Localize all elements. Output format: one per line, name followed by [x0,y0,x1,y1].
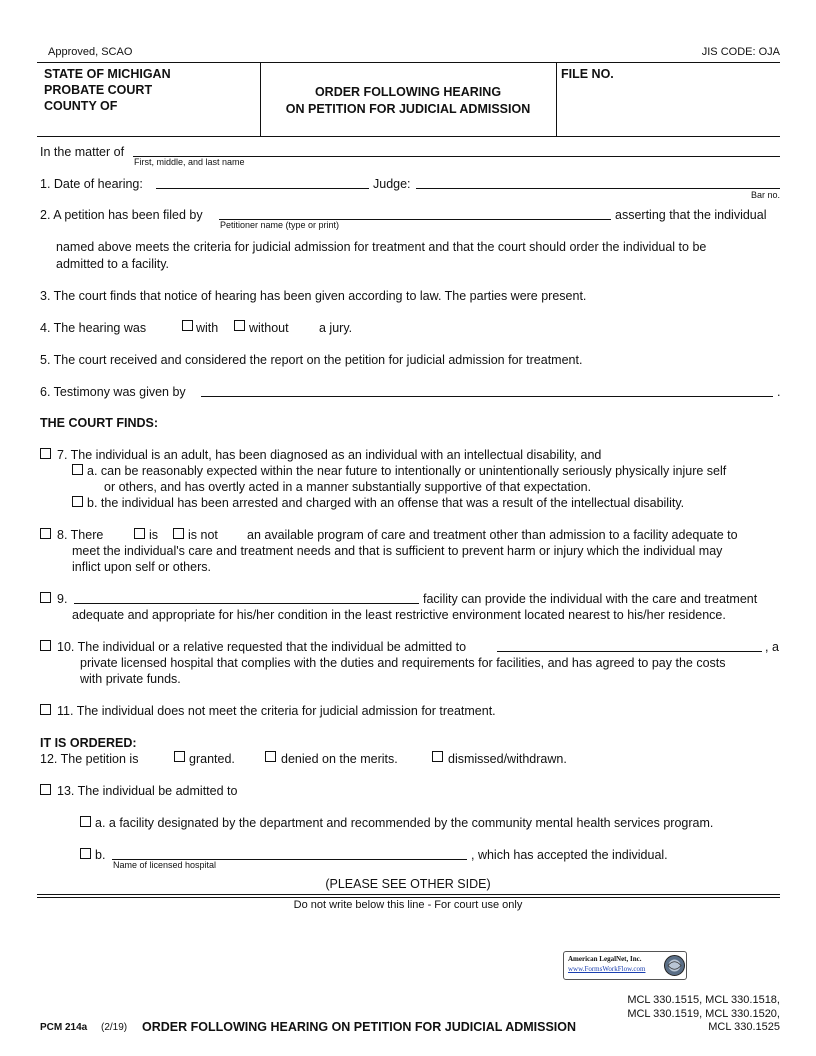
matter-label: In the matter of [40,145,125,159]
item8-checkbox[interactable] [40,528,51,539]
mcl-line-3: MCL 330.1525 [708,1021,780,1033]
judge-label: Judge: [373,177,411,191]
form-revision: (2/19) [101,1022,128,1033]
jis-code: JIS CODE: OJA [701,46,780,58]
form-number: PCM 214a [40,1022,88,1033]
header-top-rule [37,62,780,63]
judge-field[interactable] [416,188,780,189]
item11-checkbox[interactable] [40,704,51,715]
with-checkbox[interactable] [182,320,193,331]
item13b-label: b. [95,848,106,862]
item7-checkbox[interactable] [40,448,51,459]
item2-tail: asserting that the individual [615,208,767,222]
item8-rest: an available program of care and treatment other than admission to a facility adequate to [247,528,738,542]
logo-company: American LegalNet, Inc. [568,955,642,963]
without-checkbox[interactable] [234,320,245,331]
header-divider-2 [556,63,557,137]
item6-end: . [777,385,781,399]
item9-line2: adequate and appropriate for his/her condition in the least restrictive environment located nearest to his/her residence. [72,608,726,622]
court-line-1: STATE OF MICHIGAN [44,67,171,81]
legalnet-logo [563,951,687,980]
item8-line3: inflict upon self or others. [72,560,211,574]
hospital-field[interactable] [497,651,762,652]
with-label: with [196,321,219,335]
hearing-date-field[interactable] [156,188,369,189]
item3-text: 3. The court finds that notice of hearing has been given according to law. The parties were present. [40,289,587,303]
matter-sub: First, middle, and last name [134,157,245,167]
item8-line2: meet the individual's care and treatment needs and that is sufficient to prevent harm or injury which the individual may [72,544,723,558]
mcl-line-2: MCL 330.1519, MCL 330.1520, [627,1008,780,1020]
item9-tail: facility can provide the individual with the care and treatment [423,592,758,606]
see-other-side: (PLEASE SEE OTHER SIDE) [325,877,491,891]
footer-form-title: ORDER FOLLOWING HEARING ON PETITION FOR JUDICIAL ADMISSION [142,1020,577,1034]
header-bottom-rule [37,136,780,137]
mcl-line-1: MCL 330.1515, MCL 330.1518, [627,994,780,1006]
item13-label: 13. The individual be admitted to [57,784,238,798]
testimony-field[interactable] [201,396,773,397]
form-title-1: ORDER FOLLOWING HEARING [314,85,502,99]
item4-label: 4. The hearing was [40,321,147,335]
court-line-2: PROBATE COURT [44,83,153,97]
dismissed-checkbox[interactable] [432,751,443,762]
item12-label: 12. The petition is [40,752,139,766]
item7b-checkbox[interactable] [72,496,83,507]
is-not-label: is not [188,528,218,542]
court-finds-heading: THE COURT FINDS: [40,416,159,430]
item10-line2: private licensed hospital that complies with the duties and requirements for facilities, and has agreed to pay the costs [80,656,726,670]
item10-label: 10. The individual or a relative requested that the individual be admitted to [57,640,467,654]
item11-text: 11. The individual does not meet the criteria for judicial admission for treatment. [57,704,496,718]
item2-line2: named above meets the criteria for judicial admission for treatment and that the court should order the individual to be [56,240,707,254]
item10-line3: with private funds. [80,672,181,686]
item7b-text: b. the individual has been arrested and charged with an offense that was a result of the intellectual disability. [87,496,685,510]
bar-no-label: Bar no. [750,190,780,200]
denied-label: denied on the merits. [281,752,398,766]
jury-label: a jury. [319,321,353,335]
is-label: is [149,528,159,542]
without-label: without [249,321,289,335]
ordered-heading: IT IS ORDERED: [40,736,137,750]
item13b-checkbox[interactable] [80,848,91,859]
is-not-checkbox[interactable] [173,528,184,539]
approved-text: Approved, SCAO [48,46,133,58]
form-title-2: ON PETITION FOR JUDICIAL ADMISSION [285,102,531,116]
item1-label: 1. Date of hearing: [40,177,143,191]
court-line-3: COUNTY OF [44,99,118,113]
item2-line3: admitted to a facility. [56,257,170,271]
court-use-only: Do not write below this line - For court use only [293,899,523,911]
granted-checkbox[interactable] [174,751,185,762]
item7a-line2: or others, and has overtly acted in a manner substantially supportive of that expectation. [104,480,592,494]
item5-text: 5. The court received and considered the report on the petition for judicial admission for treatment. [40,353,583,367]
granted-label: granted. [189,752,235,766]
facility-field[interactable] [74,603,419,604]
is-checkbox[interactable] [134,528,145,539]
footer-rule-1 [37,894,780,895]
item13b-tail: , which has accepted the individual. [471,848,668,862]
item7-label: 7. The individual is an adult, has been diagnosed as an individual with an intellectual disability, and [57,448,602,462]
item7a-checkbox[interactable] [72,464,83,475]
item10-tail: , a [765,640,779,654]
header-divider-1 [260,63,261,137]
item10-checkbox[interactable] [40,640,51,651]
item13-checkbox[interactable] [40,784,51,795]
item6-label: 6. Testimony was given by [40,385,186,399]
denied-checkbox[interactable] [265,751,276,762]
item13a-checkbox[interactable] [80,816,91,827]
item9-checkbox[interactable] [40,592,51,603]
item9-label: 9. [57,592,68,606]
petitioner-sub: Petitioner name (type or print) [220,220,340,230]
item7a-line1: a. can be reasonably expected within the near future to intentionally or unintentionally seriously physically injure self [87,464,727,478]
footer-rule-2 [37,897,780,898]
item2-label: 2. A petition has been filed by [40,208,203,222]
globe-icon [663,954,686,977]
dismissed-label: dismissed/withdrawn. [448,752,567,766]
item8-label: 8. There [57,528,104,542]
item13a-text: a. a facility designated by the department and recommended by the community mental health services program. [95,816,714,830]
file-no-label: FILE NO. [561,67,614,81]
logo-url: www.FormsWorkFlow.com [568,965,646,973]
licensed-hospital-sub: Name of licensed hospital [113,860,217,870]
